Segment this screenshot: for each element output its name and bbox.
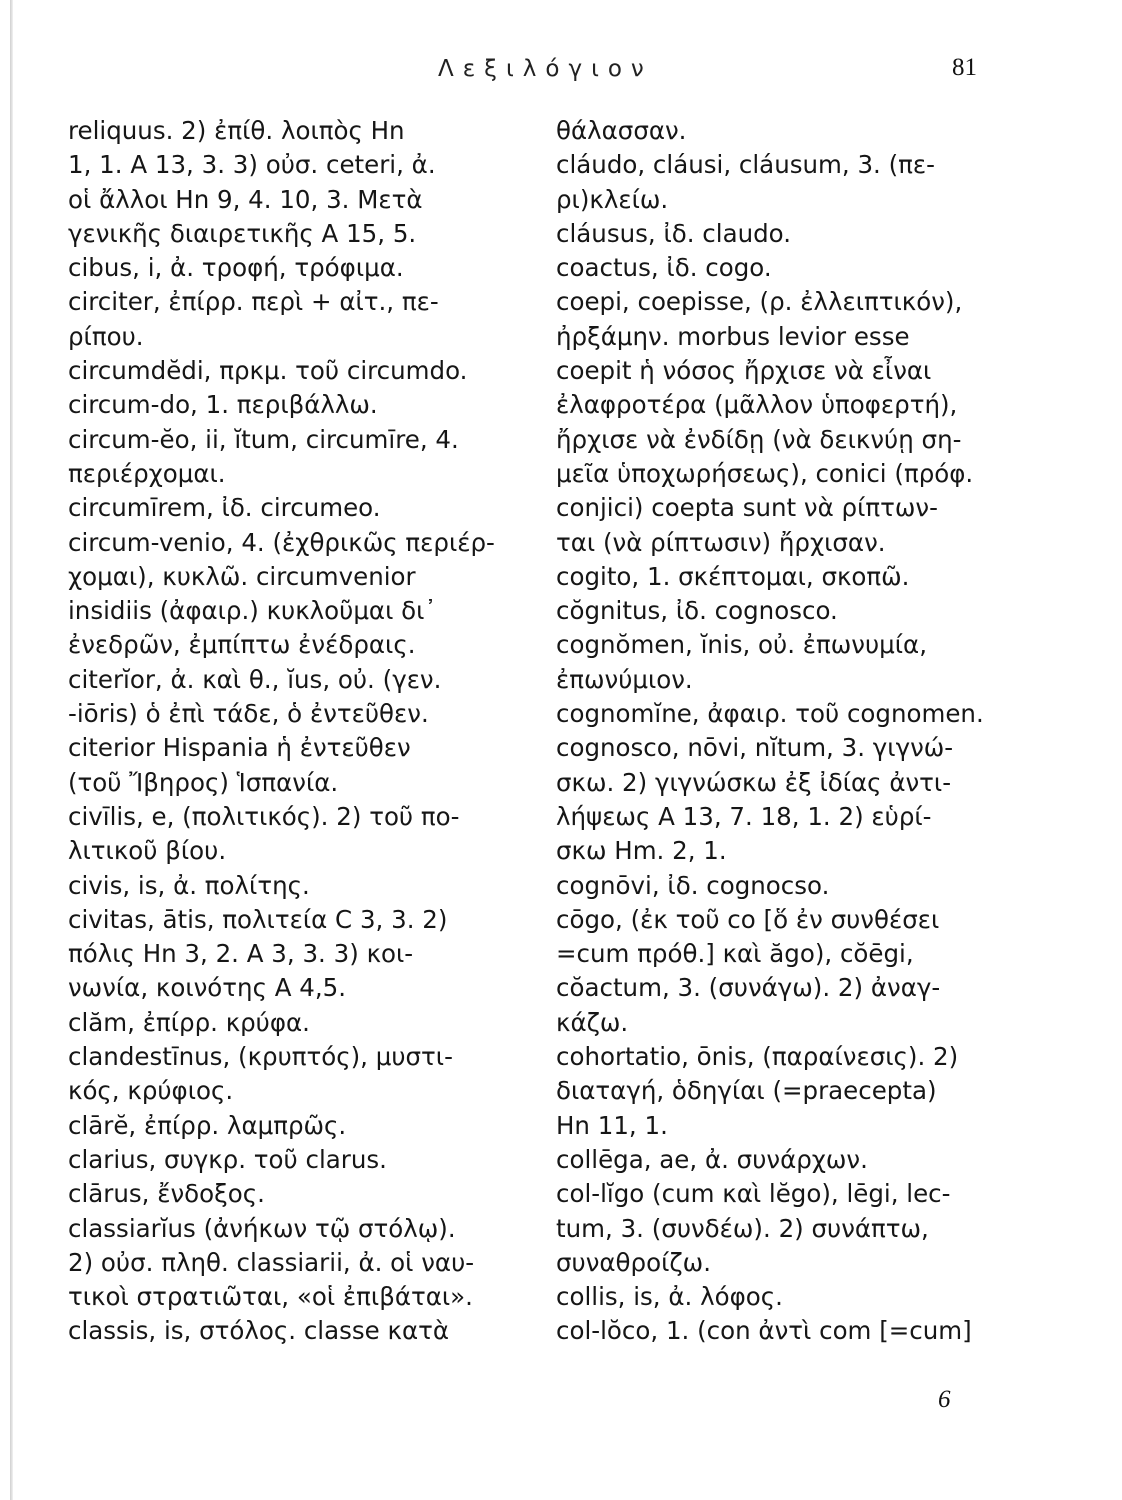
entry-line: cognomĭne, ἀφαιρ. τοῦ cognomen.: [556, 699, 984, 729]
entry-line: clarius, συγκρ. τοῦ clarus.: [68, 1144, 387, 1174]
entry-line: insidiis (ἀφαιρ.) κυκλοῦμαι δι᾽: [68, 596, 437, 626]
entry-line: coepi, coepisse, (ρ. ἐλλειπτικόν),: [556, 287, 963, 317]
entry-line: τικοὶ στρατιῶται, «οἱ ἐπιβάται».: [68, 1282, 473, 1312]
entry-line: σκω Hm. 2, 1.: [556, 836, 727, 866]
entry-line: cōgo, (ἐκ τοῦ co [ὅ ἐν συνθέσει: [556, 904, 940, 934]
entry-line: cibus, i, ἀ. τροφή, τρόφιμα.: [68, 253, 404, 283]
entry-line: συναθροίζω.: [556, 1247, 711, 1277]
page-number: 81: [952, 54, 977, 81]
entry-line: cláudo, cláusi, cláusum, 3. (πε-: [556, 150, 936, 180]
entry-line: ἐνεδρῶν, ἐμπίπτω ἐνέδραις.: [68, 630, 416, 660]
entry-line: circum-venio, 4. (ἐχθρικῶς περιέρ-: [68, 527, 495, 557]
entry-line: classis, is, στόλος. classe κατὰ: [68, 1316, 449, 1346]
binding-gutter: [10, 0, 13, 1500]
entry-line: cognosco, nōvi, nĭtum, 3. γιγνώ-: [556, 733, 954, 763]
entry-line: clārus, ἔνδοξος.: [68, 1179, 265, 1209]
entry-line: circumīrem, ἰδ. circumeo.: [68, 493, 381, 523]
entry-line: clandestīnus, (κρυπτός), μυστι-: [68, 1042, 453, 1072]
entry-line: ἐλαφροτέρα (μᾶλλον ὑποφερτή),: [556, 390, 958, 420]
entry-line: circum-do, 1. περιβάλλω.: [68, 390, 378, 420]
entry-line: (τοῦ Ἴβηρος) Ἱσπανία.: [68, 767, 339, 797]
entry-line: citerĭor, ἀ. καὶ θ., ĭus, οὐ. (γεν.: [68, 664, 442, 694]
entry-line: civis, is, ἀ. πολίτης.: [68, 870, 310, 900]
entry-line: 2) οὐσ. πληθ. classiarii, ἀ. οἱ ναυ-: [68, 1247, 475, 1277]
right-column: [556, 114, 984, 1349]
running-head: Λεξιλόγιον: [438, 56, 653, 82]
entry-line: citerior Hispania ἡ ἐντεῦθεν: [68, 733, 411, 763]
entry-line: πόλις Hn 3, 2. A 3, 3. 3) κοι-: [68, 939, 414, 969]
entry-line: coepit ἡ νόσος ἤρχισε νὰ εἶναι: [556, 356, 932, 386]
entry-line: ται (νὰ ρίπτωσιν) ἤρχισαν.: [556, 527, 886, 557]
entry-line: 1, 1. A 13, 3. 3) οὐσ. ceteri, ἀ.: [68, 150, 436, 180]
entry-line: cŏactum, 3. (συνάγω). 2) ἀναγ-: [556, 973, 941, 1003]
entry-line: κάζω.: [556, 1007, 629, 1037]
entry-line: μεῖα ὑποχωρήσεως), conici (πρόφ.: [556, 458, 974, 488]
entry-line: σκω. 2) γιγνώσκω ἐξ ἰδίας ἀντι-: [556, 767, 952, 797]
entry-line: κός, κρύφιος.: [68, 1076, 234, 1106]
entry-line: =cum πρόθ.] καὶ ăgo), cŏēgi,: [556, 939, 914, 969]
entry-line: conjici) coepta sunt νὰ ρίπτων-: [556, 493, 938, 523]
entry-line: θάλασσαν.: [556, 116, 687, 145]
entry-line: cogito, 1. σκέπτομαι, σκοπῶ.: [556, 561, 910, 591]
entry-line: cŏgnitus, ἰδ. cognosco.: [556, 596, 838, 626]
entry-line: νωνία, κοινότης A 4,5.: [68, 973, 347, 1003]
entry-line: λιτικοῦ βίου.: [68, 836, 227, 866]
entry-line: circumdĕdi, πρκμ. τοῦ circumdo.: [68, 356, 468, 386]
entry-line: οἱ ἄλλοι Hn 9, 4. 10, 3. Μετὰ: [68, 184, 423, 214]
entry-line: -iōris) ὁ ἐπὶ τάδε, ὁ ἐντεῦθεν.: [68, 699, 429, 729]
signature-mark: 6: [938, 1386, 951, 1413]
entry-line: λήψεως A 13, 7. 18, 1. 2) εὑρί-: [556, 801, 932, 831]
entry-line: tum, 3. (συνδέω). 2) συνάπτω,: [556, 1213, 929, 1243]
entry-line: reliquus. 2) ἐπίθ. λοιπὸς Hn: [68, 116, 405, 145]
entry-line: clăm, ἐπίρρ. κρύφα.: [68, 1007, 310, 1037]
entry-line: collis, is, ἀ. λόφος.: [556, 1282, 783, 1312]
entry-line: col-lŏco, 1. (con ἀντὶ com [=cum]: [556, 1316, 972, 1346]
entry-line: circum-ĕo, ii, ĭtum, circumīre, 4.: [68, 424, 459, 454]
entry-line: civīlis, e, (πολιτικός). 2) τοῦ πο-: [68, 801, 460, 831]
entry-line: διαταγή, ὁδηγίαι (=praecepta): [556, 1076, 937, 1106]
entry-line: περιέρχομαι.: [68, 458, 226, 488]
entry-line: ἤρχισε νὰ ἐνδίδῃ (νὰ δεικνύῃ ση-: [556, 424, 962, 454]
entry-line: ἠρξάμην. morbus levior esse: [556, 321, 910, 351]
entry-line: cognōvi, ἰδ. cognocso.: [556, 870, 830, 900]
entry-line: ρι)κλείω.: [556, 184, 669, 214]
entry-line: classiarĭus (ἀνήκων τῷ στόλῳ).: [68, 1213, 456, 1243]
entry-line: ἐπωνύμιον.: [556, 664, 693, 694]
entry-line: cláusus, ἰδ. claudo.: [556, 218, 792, 248]
entry-line: col-lĭgo (cum καὶ lĕgo), lēgi, lec-: [556, 1179, 951, 1209]
entry-line: γενικῆς διαιρετικῆς A 15, 5.: [68, 218, 417, 248]
entry-line: civitas, ātis, πολιτεία C 3, 3. 2): [68, 904, 448, 934]
entry-line: cognŏmen, ĭnis, οὐ. ἐπωνυμία,: [556, 630, 927, 660]
entry-line: Hn 11, 1.: [556, 1110, 668, 1140]
entry-line: ρίπου.: [68, 321, 144, 351]
entry-line: circiter, ἐπίρρ. περὶ + αἰτ., πε-: [68, 287, 439, 317]
entry-line: cohortatio, ōnis, (παραίνεσις). 2): [556, 1042, 959, 1072]
entry-line: coactus, ἰδ. cogo.: [556, 253, 772, 283]
entry-line: collēga, ae, ἀ. συνάρχων.: [556, 1144, 868, 1174]
entry-line: χομαι), κυκλῶ. circumvenior: [68, 561, 416, 591]
entry-line: clārĕ, ἐπίρρ. λαμπρῶς.: [68, 1110, 347, 1140]
left-column: [68, 114, 518, 1349]
